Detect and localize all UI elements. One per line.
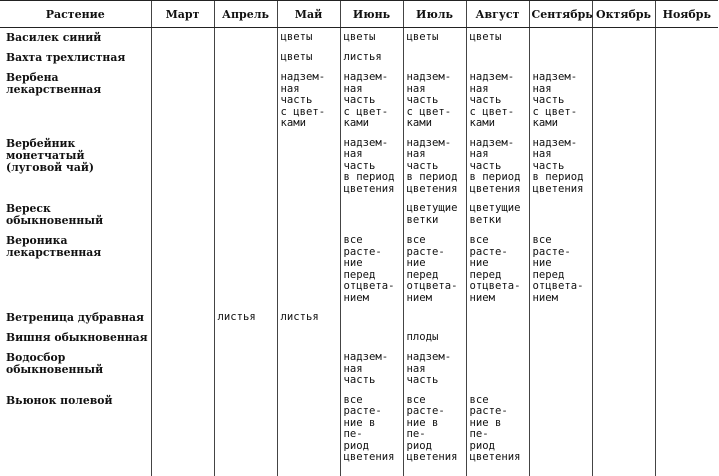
- month-cell: [592, 134, 655, 200]
- month-cell: [214, 199, 277, 231]
- month-cell: [655, 199, 718, 231]
- month-cell: цветущие ветки: [403, 199, 466, 231]
- month-cell: [214, 28, 277, 49]
- month-cell: [277, 348, 340, 391]
- plant-name-cell: Вереск обыкновенный: [6, 202, 104, 227]
- month-cell: листья: [277, 308, 340, 328]
- month-cell: надзем- ная часть с цвет- ками: [277, 68, 340, 134]
- month-cell: [466, 328, 529, 348]
- month-cell: [151, 328, 214, 348]
- table-row: [0, 199, 718, 231]
- month-cell: [592, 68, 655, 134]
- month-cell: цветы: [340, 28, 403, 49]
- header-march: Март: [151, 1, 214, 28]
- month-cell: надзем- ная часть с цвет- ками: [340, 68, 403, 134]
- month-cell: [151, 48, 214, 68]
- table-row: [0, 48, 718, 68]
- month-cell: [277, 199, 340, 231]
- header-july: Июль: [403, 1, 466, 28]
- month-cell: [529, 48, 592, 68]
- month-cell: [655, 308, 718, 328]
- plant-name-cell: Вероника лекарственная: [6, 234, 102, 259]
- month-cell: все расте- ние перед отцвета- нием: [529, 231, 592, 308]
- table-row: [0, 231, 718, 308]
- month-cell: надзем- ная часть в период цветения: [340, 134, 403, 200]
- month-cell: надзем- ная часть с цвет- ками: [403, 68, 466, 134]
- month-cell: [403, 48, 466, 68]
- plant-name-cell: Вахта трехлистная: [6, 51, 126, 64]
- table-row: [0, 68, 718, 134]
- month-cell: [529, 328, 592, 348]
- month-cell: [151, 134, 214, 200]
- month-cell: листья: [340, 48, 403, 68]
- table-row: [0, 28, 718, 49]
- month-cell: [403, 308, 466, 328]
- month-cell: [592, 199, 655, 231]
- month-cell: листья: [214, 308, 277, 328]
- month-cell: [214, 391, 277, 476]
- month-cell: надзем- ная часть в период цветения: [403, 134, 466, 200]
- month-cell: [592, 308, 655, 328]
- month-cell: [655, 134, 718, 200]
- month-cell: [151, 28, 214, 49]
- month-cell: [466, 348, 529, 391]
- month-cell: [529, 28, 592, 49]
- header-row: [0, 1, 718, 28]
- plant-name-cell: Вьюнок полевой: [6, 393, 113, 407]
- month-cell: [655, 68, 718, 134]
- plant-name-cell: Вербейник монетчатый (луговой чай): [6, 136, 94, 174]
- month-cell: плоды: [403, 328, 466, 348]
- month-cell: [214, 348, 277, 391]
- month-cell: [529, 308, 592, 328]
- header-november: Ноябрь: [655, 1, 718, 28]
- month-cell: [340, 308, 403, 328]
- month-cell: надзем- ная часть в период цветения: [466, 134, 529, 200]
- month-cell: [277, 328, 340, 348]
- month-cell: [655, 328, 718, 348]
- month-cell: [151, 231, 214, 308]
- table-row: [0, 308, 718, 328]
- month-cell: [529, 199, 592, 231]
- table-header: [0, 1, 718, 28]
- month-cell: надзем- ная часть в период цветения: [529, 134, 592, 200]
- month-cell: [340, 199, 403, 231]
- month-cell: цветы: [466, 28, 529, 49]
- header-plant: Растение: [0, 1, 151, 28]
- header-august: Август: [466, 1, 529, 28]
- month-cell: [214, 48, 277, 68]
- month-cell: [592, 231, 655, 308]
- month-cell: [655, 231, 718, 308]
- table-body: [0, 28, 718, 476]
- header-april: Апрель: [214, 1, 277, 28]
- month-cell: [340, 328, 403, 348]
- month-cell: цветы: [277, 28, 340, 49]
- header-september: Сентябрь: [529, 1, 592, 28]
- month-cell: [277, 391, 340, 476]
- month-cell: [151, 308, 214, 328]
- month-cell: цветы: [277, 48, 340, 68]
- month-cell: [214, 134, 277, 200]
- month-cell: цветущие ветки: [466, 199, 529, 231]
- plant-name-cell: Ветреница дубравная: [6, 311, 144, 324]
- month-cell: [655, 391, 718, 476]
- month-cell: [214, 231, 277, 308]
- month-cell: надзем- ная часть: [403, 348, 466, 391]
- month-cell: [592, 28, 655, 49]
- month-cell: [151, 391, 214, 476]
- month-cell: [655, 28, 718, 49]
- month-cell: [214, 68, 277, 134]
- table-row: [0, 328, 718, 348]
- plant-name-cell: Вербена лекарственная: [6, 71, 102, 96]
- month-cell: [592, 328, 655, 348]
- month-cell: [529, 348, 592, 391]
- header-june: Июнь: [340, 1, 403, 28]
- month-cell: [151, 68, 214, 134]
- month-cell: все расте- ние в пе- риод цветения: [403, 391, 466, 476]
- table-row: [0, 391, 718, 476]
- month-cell: цветы: [403, 28, 466, 49]
- month-cell: все расте- ние в пе- риод цветения: [466, 391, 529, 476]
- month-cell: [277, 231, 340, 308]
- header-may: Май: [277, 1, 340, 28]
- month-cell: [655, 48, 718, 68]
- month-cell: надзем- ная часть: [340, 348, 403, 391]
- month-cell: все расте- ние перед отцвета- нием: [466, 231, 529, 308]
- month-cell: [655, 348, 718, 391]
- month-cell: [466, 48, 529, 68]
- month-cell: [592, 391, 655, 476]
- month-cell: все расте- ние перед отцвета- нием: [340, 231, 403, 308]
- month-cell: все расте- ние в пе- риод цветения: [340, 391, 403, 476]
- month-cell: [592, 348, 655, 391]
- table-row: [0, 348, 718, 391]
- plant-name-cell: Вишня обыкновенная: [6, 331, 148, 344]
- header-october: Октябрь: [592, 1, 655, 28]
- table-row: [0, 134, 718, 200]
- month-cell: все расте- ние перед отцвета- нием: [403, 231, 466, 308]
- month-cell: [466, 308, 529, 328]
- month-cell: [151, 199, 214, 231]
- month-cell: надзем- ная часть с цвет- ками: [529, 68, 592, 134]
- plant-name-cell: Водосбор обыкновенный: [6, 351, 104, 376]
- month-cell: [214, 328, 277, 348]
- month-cell: [592, 48, 655, 68]
- month-cell: [151, 348, 214, 391]
- plant-name-cell: Василек синий: [6, 31, 102, 44]
- month-cell: надзем- ная часть с цвет- ками: [466, 68, 529, 134]
- month-cell: [529, 391, 592, 476]
- month-cell: [277, 134, 340, 200]
